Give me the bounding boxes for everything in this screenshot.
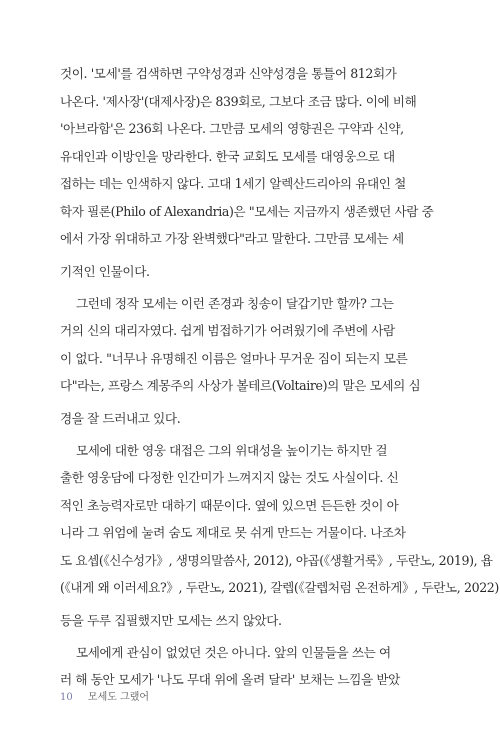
running-title: 모세도 그랬어	[87, 692, 150, 703]
text-line: 이 없다. "너무나 유명해진 이름은 얼마나 무거운 짐이 되는지 모른	[60, 350, 408, 366]
text-line: 도 요셉(《신수성가》, 생명의말씀사, 2012), 야곱(《생활거룩》, 두란노, 2019), 욥	[60, 552, 493, 568]
text-line: 것이. '모세'를 검색하면 구약성경과 신약성경을 통틀어 812회가	[60, 66, 397, 81]
text-line: 에서 가장 위대하고 가장 완벽했다"라고 말한다. 그만큼 모세는 세	[60, 231, 404, 246]
text-line: 출한 영웅담에 다정한 인간미가 느껴지지 않는 것도 사실이다. 신	[60, 470, 399, 485]
page-footer	[60, 688, 149, 703]
text-line: 니라 그 위엄에 눌려 숨도 제대로 못 쉬게 만드는 거물이다. 나조차	[60, 525, 406, 540]
body-text	[60, 60, 499, 694]
paragraph-start-line: 모세에 대한 영웅 대접은 그의 위대성을 높이기는 하지만 걸	[76, 442, 388, 458]
text-line: 거의 신의 대리자였다. 쉽게 범접하기가 어려웠기에 주변에 사람	[60, 323, 395, 338]
text-line: 유대인과 이방인을 망라한다. 한국 교회도 모세를 대영웅으로 대	[60, 148, 395, 164]
text-line: '아브라함'은 236회 나온다. 그만큼 모세의 영향권은 구약과 신약,	[60, 121, 404, 136]
text-line: (《내게 왜 이러세요?》, 두란노, 2021), 갈렙(《갈렙처럼 온전하게》, 두란노, 2022)	[60, 580, 499, 595]
page-number: 10	[60, 692, 73, 703]
text-line: 러 해 동안 모세가 '나도 무대 위에 올려 달라' 보채는 느낌을 받았	[60, 672, 400, 687]
text-line: 등을 두루 집필했지만 모세는 쓰지 않았다.	[60, 612, 282, 628]
text-line: 다"라는, 프랑스 계몽주의 사상가 볼테르(Voltaire)의 말은 모세의 심	[60, 378, 421, 393]
text-line: 나온다. '제사장'(대제사장)은 839회로, 그보다 조금 많다. 이에 비해	[60, 93, 417, 109]
text-line: 적인 초능력자로만 대하기 때문이다. 옆에 있으면 든든한 것이 아	[60, 497, 399, 513]
paragraph-start-line: 모세에게 관심이 없었던 것은 아니다. 앞의 인물들을 쓰는 여	[76, 644, 391, 660]
text-line: 기적인 인물이다.	[60, 263, 150, 279]
paragraph-start-line: 그런데 정작 모세는 이런 존경과 칭송이 달갑기만 할까? 그는	[76, 295, 394, 311]
text-line: 경을 잘 드러내고 있다.	[60, 410, 181, 426]
text-line: 학자 필론(Philo of Alexandria)은 "모세는 지금까지 생존했던 사람 중	[60, 203, 434, 219]
text-line: 접하는 데는 인색하지 않다. 고대 1세기 알렉산드리아의 유대인 철	[60, 176, 406, 191]
